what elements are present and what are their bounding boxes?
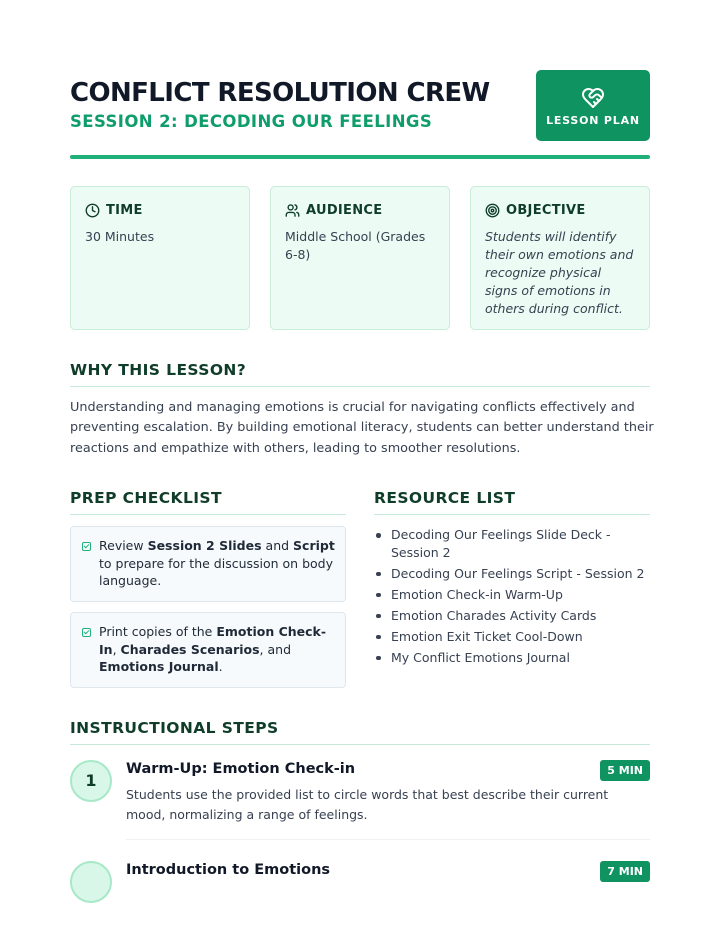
clock-icon [85, 203, 100, 218]
steps-heading: INSTRUCTIONAL STEPS [70, 719, 279, 737]
emphasized-text: Charades Scenarios [120, 641, 260, 657]
step-duration-badge: 7 MIN [600, 861, 650, 882]
text-run: Print copies of the [99, 624, 217, 639]
objective-value: Students will identify their own emotions and recognize physical signs of emotions in others during conflict. [485, 229, 634, 316]
step-title: Warm-Up: Emotion Check-in [126, 761, 356, 777]
steps-divider [70, 744, 650, 745]
why-divider [70, 386, 650, 387]
resource-item: Emotion Exit Ticket Cool-Down [374, 628, 654, 646]
resource-item: Emotion Charades Activity Cards [374, 607, 654, 625]
page-title: CONFLICT RESOLUTION CREW [70, 78, 490, 108]
step-duration-badge: 5 MIN [600, 760, 650, 781]
lesson-plan-badge [536, 70, 650, 141]
step-description: Students use the provided list to circle words that best describe their current mood, normalizing a range of feelings. [126, 787, 609, 822]
resource-list [374, 526, 654, 670]
text-run: , [112, 641, 121, 657]
users-icon [285, 203, 300, 218]
checkbox-icon[interactable] [82, 542, 91, 551]
emphasized-text: Emotions Journal [99, 659, 219, 675]
objective-card [470, 186, 650, 330]
prep-heading: PREP CHECKLIST [70, 489, 222, 507]
text-run: , and [259, 641, 292, 657]
audience-card [270, 186, 450, 330]
info-cards [70, 186, 650, 330]
resource-divider [374, 514, 650, 515]
page-subtitle: SESSION 2: DECODING OUR FEELINGS [70, 112, 433, 131]
resource-heading: RESOURCE LIST [374, 489, 516, 507]
text-run: Review [99, 538, 148, 553]
step-number: 1 [70, 760, 112, 802]
checklist-item-text [99, 624, 326, 674]
prep-divider [70, 514, 346, 515]
heart-handshake-icon [581, 86, 605, 110]
objective-heading: OBJECTIVE [506, 203, 586, 218]
text-run: . [218, 659, 223, 675]
target-icon [485, 203, 500, 218]
resource-item: Emotion Check-in Warm-Up [374, 586, 654, 604]
why-paragraph: Understanding and managing emotions is crucial for navigating conflicts effectively and preventing escalation. By building emotional literacy, students can better understand their reactions and empathize with others, leading to smoother resolutions. [70, 400, 654, 456]
audience-value: Middle School (Grades 6-8) [285, 229, 426, 262]
checklist-item [70, 612, 346, 688]
resource-item: Decoding Our Feelings Script - Session 2 [374, 565, 654, 583]
checklist-item [70, 526, 346, 602]
text-run: and [261, 538, 294, 553]
page-header [70, 70, 650, 160]
audience-heading: AUDIENCE [306, 203, 383, 218]
badge-label: LESSON PLAN [546, 114, 640, 127]
header-divider [70, 155, 650, 159]
step-title: Introduction to Emotions [126, 862, 331, 878]
checklist-item-text [99, 538, 335, 588]
checkbox-icon[interactable] [82, 628, 91, 637]
emphasized-text: Emotion Check-In [99, 624, 327, 657]
step-divider [126, 839, 650, 840]
emphasized-text: Script [293, 538, 335, 553]
step-number [70, 861, 112, 903]
why-heading: WHY THIS LESSON? [70, 361, 247, 379]
time-value: 30 Minutes [85, 229, 155, 244]
text-run: to prepare for the discussion on body language. [99, 555, 333, 589]
time-card [70, 186, 250, 330]
emphasized-text: Session 2 Slides [147, 538, 262, 553]
time-heading: TIME [106, 203, 143, 218]
resource-item: My Conflict Emotions Journal [374, 649, 654, 667]
resource-item: Decoding Our Feelings Slide Deck - Session 2 [374, 526, 654, 561]
